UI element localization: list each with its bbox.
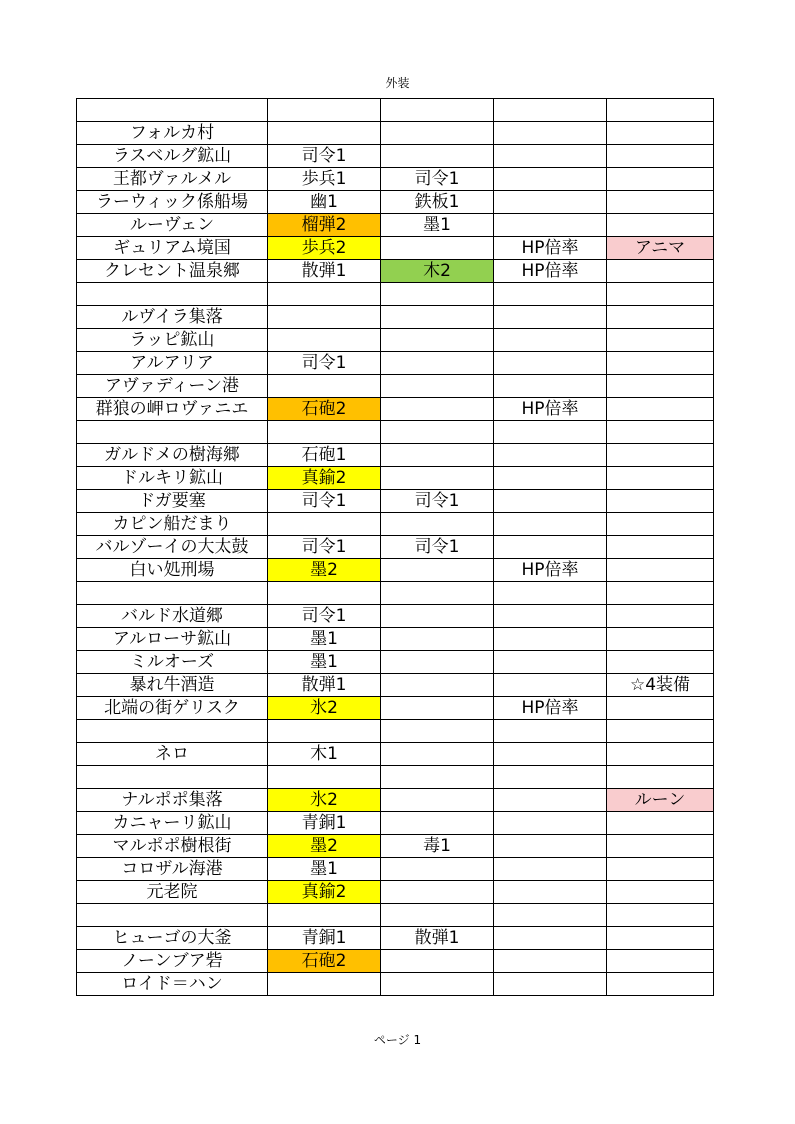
cell-item-1: 真鍮2 [268,467,381,490]
cell-note [607,490,714,513]
cell-item-1: 榴弾2 [268,214,381,237]
table-row [77,283,714,306]
cell-item-1: 司令1 [268,536,381,559]
table-row [77,697,714,720]
cell-note [607,743,714,766]
cell-item-2 [381,237,494,260]
cell-location: ドガ要塞 [77,490,268,513]
table-row [77,559,714,582]
cell-item-2 [381,812,494,835]
cell-location: ノーンブア砦 [77,950,268,973]
cell-item-2 [381,306,494,329]
cell-location: マルポポ樹根街 [77,835,268,858]
cell-item-2 [381,283,494,306]
cell-item-1: 石砲1 [268,444,381,467]
table-row [77,513,714,536]
cell-hp-multiplier [494,444,607,467]
cell-item-2 [381,674,494,697]
table-row [77,835,714,858]
cell-location: カピン船だまり [77,513,268,536]
cell-item-2 [381,858,494,881]
cell-item-1: 司令1 [268,352,381,375]
table-row [77,191,714,214]
cell-note [607,168,714,191]
cell-note [607,881,714,904]
table-row [77,812,714,835]
cell-item-2 [381,398,494,421]
cell-item-1 [268,99,381,122]
cell-hp-multiplier [494,168,607,191]
cell-item-2 [381,329,494,352]
table-row [77,467,714,490]
cell-location: ギュリアム境国 [77,237,268,260]
cell-item-2 [381,145,494,168]
cell-note [607,697,714,720]
cell-item-1: 氷2 [268,697,381,720]
cell-note [607,329,714,352]
cell-location [77,904,268,927]
cell-hp-multiplier [494,950,607,973]
cell-hp-multiplier [494,881,607,904]
cell-location: ルーヴェン [77,214,268,237]
cell-item-2: 司令1 [381,168,494,191]
cell-location: ガルドメの樹海郷 [77,444,268,467]
cell-note [607,651,714,674]
cell-item-2 [381,421,494,444]
table-row [77,605,714,628]
cell-location [77,582,268,605]
cell-hp-multiplier: HP倍率 [494,697,607,720]
cell-location: 群狼の岬ロヴァニエ [77,398,268,421]
table-row [77,99,714,122]
cell-location: クレセント温泉郷 [77,260,268,283]
cell-item-1: 墨1 [268,651,381,674]
cell-hp-multiplier: HP倍率 [494,398,607,421]
table-row [77,927,714,950]
cell-item-1: 木1 [268,743,381,766]
cell-item-1: 歩兵2 [268,237,381,260]
cell-note [607,467,714,490]
page-header-title: 外装 [385,76,410,90]
cell-location: ネロ [77,743,268,766]
cell-item-1: 散弾1 [268,674,381,697]
cell-location [77,99,268,122]
cell-note [607,605,714,628]
cell-hp-multiplier [494,973,607,996]
cell-item-1 [268,306,381,329]
cell-item-2 [381,582,494,605]
cell-location: コロザル海港 [77,858,268,881]
cell-note [607,628,714,651]
table-row [77,421,714,444]
table-row [77,214,714,237]
cell-hp-multiplier [494,674,607,697]
cell-item-2: 司令1 [381,536,494,559]
table-row [77,352,714,375]
cell-location: 王都ヴァルメル [77,168,268,191]
cell-item-1: 散弾1 [268,260,381,283]
table-row [77,743,714,766]
cell-location: ロイド＝ハン [77,973,268,996]
cell-item-2: 鉄板1 [381,191,494,214]
cell-hp-multiplier [494,789,607,812]
cell-location [77,421,268,444]
cell-note [607,122,714,145]
cell-item-1: 墨2 [268,835,381,858]
cell-hp-multiplier [494,628,607,651]
cell-item-1 [268,375,381,398]
cell-hp-multiplier [494,145,607,168]
cell-item-2 [381,789,494,812]
table-row [77,582,714,605]
cell-item-1 [268,283,381,306]
table-row [77,881,714,904]
cell-item-1 [268,766,381,789]
cell-item-2 [381,743,494,766]
cell-location [77,766,268,789]
cell-location [77,720,268,743]
table-row [77,674,714,697]
table-row [77,789,714,812]
cell-item-2 [381,99,494,122]
table-row [77,329,714,352]
cell-hp-multiplier [494,99,607,122]
equipment-table [76,98,714,996]
cell-item-1 [268,904,381,927]
cell-item-2 [381,881,494,904]
page-footer-number: ページ 1 [373,1033,422,1047]
table-row [77,628,714,651]
cell-location: フォルカ村 [77,122,268,145]
cell-note [607,582,714,605]
cell-hp-multiplier [494,651,607,674]
cell-note [607,927,714,950]
cell-item-2 [381,352,494,375]
cell-note [607,766,714,789]
cell-item-1: 司令1 [268,490,381,513]
cell-note [607,398,714,421]
cell-item-1 [268,421,381,444]
cell-item-1: 墨2 [268,559,381,582]
cell-hp-multiplier [494,743,607,766]
cell-item-2 [381,559,494,582]
cell-item-1: 氷2 [268,789,381,812]
cell-note [607,306,714,329]
table-row [77,444,714,467]
cell-location: ミルオーズ [77,651,268,674]
cell-item-2 [381,950,494,973]
table-row [77,168,714,191]
cell-item-2 [381,697,494,720]
cell-item-1: 歩兵1 [268,168,381,191]
cell-location [77,283,268,306]
cell-note [607,950,714,973]
cell-item-2 [381,122,494,145]
table-row [77,490,714,513]
cell-item-2: 墨1 [381,214,494,237]
cell-item-1: 司令1 [268,605,381,628]
cell-note [607,835,714,858]
cell-item-2 [381,904,494,927]
table-row [77,766,714,789]
cell-location: ドルキリ鉱山 [77,467,268,490]
cell-item-2 [381,628,494,651]
cell-note [607,352,714,375]
cell-hp-multiplier [494,904,607,927]
cell-item-1: 青銅1 [268,927,381,950]
table-row [77,122,714,145]
cell-hp-multiplier [494,835,607,858]
cell-hp-multiplier: HP倍率 [494,559,607,582]
cell-note [607,283,714,306]
cell-hp-multiplier [494,421,607,444]
cell-note [607,536,714,559]
table-row [77,651,714,674]
cell-location: 元老院 [77,881,268,904]
cell-item-2: 毒1 [381,835,494,858]
cell-note [607,904,714,927]
cell-location: ラッピ鉱山 [77,329,268,352]
cell-note [607,214,714,237]
cell-hp-multiplier: HP倍率 [494,237,607,260]
cell-hp-multiplier [494,467,607,490]
cell-note [607,559,714,582]
cell-hp-multiplier [494,858,607,881]
cell-location: アルローサ鉱山 [77,628,268,651]
cell-note [607,191,714,214]
cell-item-1: 真鍮2 [268,881,381,904]
cell-hp-multiplier [494,513,607,536]
cell-note [607,145,714,168]
table-body [77,99,714,996]
cell-item-2 [381,651,494,674]
table-row [77,306,714,329]
cell-item-2 [381,973,494,996]
cell-item-2 [381,766,494,789]
cell-location: ナルポポ集落 [77,789,268,812]
cell-hp-multiplier [494,329,607,352]
cell-location: 北端の街ゲリスク [77,697,268,720]
cell-hp-multiplier [494,536,607,559]
cell-hp-multiplier [494,490,607,513]
cell-location: 暴れ牛酒造 [77,674,268,697]
cell-item-1 [268,513,381,536]
cell-note [607,858,714,881]
cell-note [607,375,714,398]
cell-item-2 [381,444,494,467]
table-row [77,904,714,927]
cell-item-2: 散弾1 [381,927,494,950]
cell-note: ルーン [607,789,714,812]
cell-location: バルド水道郷 [77,605,268,628]
table-row [77,375,714,398]
cell-item-2: 司令1 [381,490,494,513]
cell-location: バルゾーイの大太鼓 [77,536,268,559]
cell-item-2 [381,467,494,490]
cell-location: カニャーリ鉱山 [77,812,268,835]
cell-hp-multiplier [494,122,607,145]
cell-note [607,421,714,444]
cell-item-1: 青銅1 [268,812,381,835]
table-row [77,858,714,881]
cell-item-2 [381,720,494,743]
cell-hp-multiplier [494,812,607,835]
cell-item-1: 石砲2 [268,398,381,421]
cell-hp-multiplier [494,283,607,306]
cell-item-1 [268,720,381,743]
cell-item-1 [268,973,381,996]
table-row [77,237,714,260]
cell-note [607,973,714,996]
cell-item-1: 幽1 [268,191,381,214]
cell-item-1: 司令1 [268,145,381,168]
cell-location: 白い処刑場 [77,559,268,582]
cell-item-1 [268,122,381,145]
cell-hp-multiplier [494,375,607,398]
cell-item-2: 木2 [381,260,494,283]
cell-note [607,444,714,467]
cell-hp-multiplier [494,605,607,628]
table-row [77,720,714,743]
cell-hp-multiplier [494,191,607,214]
cell-item-1: 墨1 [268,858,381,881]
cell-hp-multiplier [494,720,607,743]
cell-item-1 [268,329,381,352]
cell-note [607,720,714,743]
cell-hp-multiplier [494,927,607,950]
table-row [77,973,714,996]
cell-hp-multiplier [494,352,607,375]
table-row [77,950,714,973]
cell-hp-multiplier: HP倍率 [494,260,607,283]
cell-item-2 [381,513,494,536]
cell-item-1: 石砲2 [268,950,381,973]
cell-hp-multiplier [494,582,607,605]
cell-item-1: 墨1 [268,628,381,651]
cell-location: ルヴイラ集落 [77,306,268,329]
cell-item-2 [381,375,494,398]
cell-item-1 [268,582,381,605]
cell-note: ☆4装備 [607,674,714,697]
table-row [77,260,714,283]
cell-note [607,99,714,122]
cell-hp-multiplier [494,766,607,789]
table-row [77,536,714,559]
cell-location: アルアリア [77,352,268,375]
cell-location: アヴァディーン港 [77,375,268,398]
table-row [77,145,714,168]
cell-hp-multiplier [494,306,607,329]
cell-note: アニマ [607,237,714,260]
cell-item-2 [381,605,494,628]
cell-note [607,513,714,536]
table-row [77,398,714,421]
cell-note [607,260,714,283]
cell-location: ヒューゴの大釜 [77,927,268,950]
cell-location: ラスベルグ鉱山 [77,145,268,168]
cell-note [607,812,714,835]
cell-location: ラーウィック係船場 [77,191,268,214]
cell-hp-multiplier [494,214,607,237]
